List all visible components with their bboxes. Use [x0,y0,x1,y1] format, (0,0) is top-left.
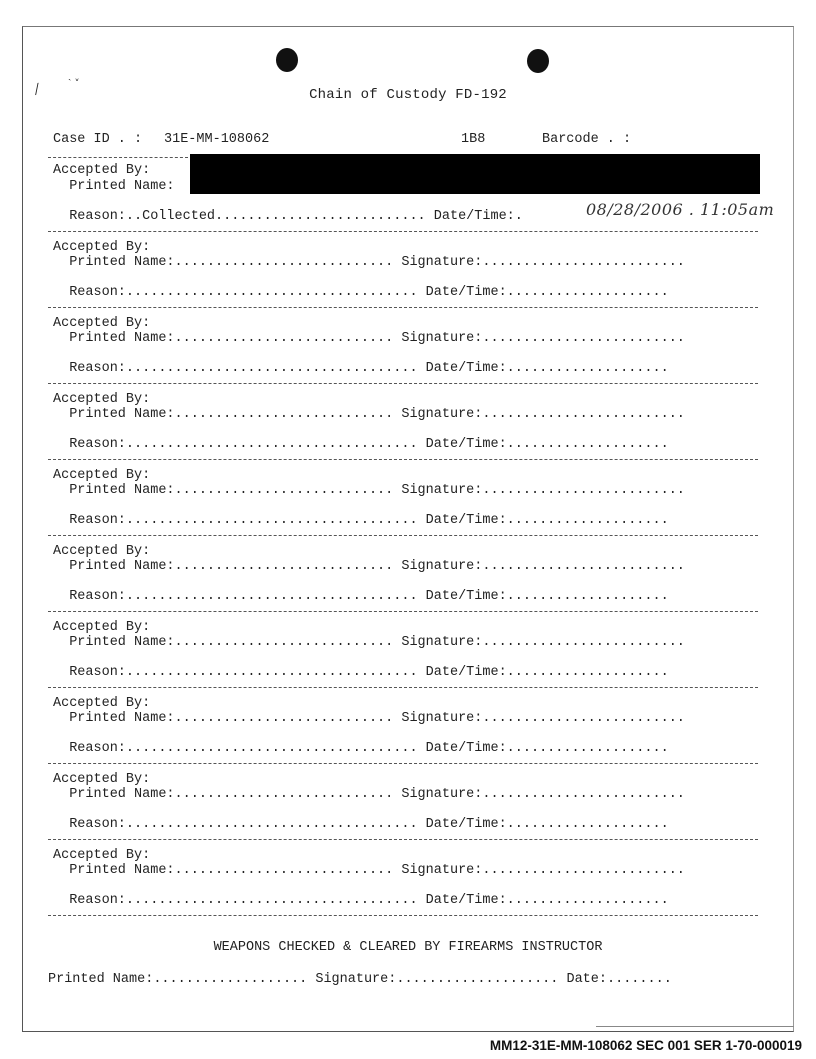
redaction-box [190,154,760,194]
accepted-by-label: Accepted By: [53,468,151,483]
divider [48,459,758,460]
reason-date-line: Reason:.................................... Date/Time:.................... [53,361,669,376]
stray-mark: ˏ ˬ [68,70,80,81]
reason-date-line: Reason:.................................... Date/Time:.................... [53,437,669,452]
accepted-by-label: Accepted By: [53,544,151,559]
divider [48,231,758,232]
accepted-by-label: Accepted By: [53,392,151,407]
printed-name-signature-line: Printed Name:........................... Signature:......................... [53,483,685,498]
reason-date-line: Reason:.................................... Date/Time:.................... [53,665,669,680]
printed-name-signature-line: Printed Name:........................... Signature:......................... [53,255,685,270]
printed-name-label: Printed Name: [53,179,175,194]
handwritten-date-time: 08/28/2006 . 11:05am [586,200,775,219]
weapons-signature-line: Printed Name:................... Signature:.................... Date:........ [48,972,672,987]
printed-name-signature-line: Printed Name:........................... Signature:......................... [53,863,685,878]
punch-hole [527,49,549,73]
divider [596,1026,794,1027]
divider [48,535,758,536]
divider [48,763,758,764]
document-serial-number: MM12-31E-MM-108062 SEC 001 SER 1-70-000019 [489,1038,802,1053]
printed-name-signature-line: Printed Name:........................... Signature:......................... [53,331,685,346]
accepted-by-label: Accepted By: [53,696,151,711]
accepted-by-label: Accepted By: [53,772,151,787]
divider [48,307,758,308]
form-title: Chain of Custody FD-192 [309,87,507,103]
reason-date-line: Reason:.................................... Date/Time:.................... [53,817,669,832]
divider [48,687,758,688]
printed-name-signature-line: Printed Name:........................... Signature:......................... [53,635,685,650]
reason-date-line: Reason:.................................... Date/Time:.................... [53,741,669,756]
barcode-label: Barcode . : [542,132,632,147]
stray-mark: ⁄ [33,82,42,98]
case-id-value: 31E-MM-108062 [164,132,270,147]
accepted-by-label: Accepted By: [53,163,151,178]
accepted-by-label: Accepted By: [53,316,151,331]
punch-hole [276,48,298,72]
divider [48,383,758,384]
case-id-label: Case ID . : [53,132,143,147]
reason-collected-line: Reason:..Collected.......................... Date/Time:. [53,209,523,224]
reason-date-line: Reason:.................................... Date/Time:.................... [53,513,669,528]
divider [48,839,758,840]
reason-date-line: Reason:.................................... Date/Time:.................... [53,893,669,908]
item-number: 1B8 [461,132,486,147]
reason-date-line: Reason:.................................... Date/Time:.................... [53,285,669,300]
printed-name-signature-line: Printed Name:........................... Signature:......................... [53,407,685,422]
printed-name-signature-line: Printed Name:........................... Signature:......................... [53,559,685,574]
weapons-heading: WEAPONS CHECKED & CLEARED BY FIREARMS INSTRUCTOR [213,940,603,955]
divider [48,915,758,916]
divider [48,611,758,612]
printed-name-signature-line: Printed Name:........................... Signature:......................... [53,711,685,726]
printed-name-signature-line: Printed Name:........................... Signature:......................... [53,787,685,802]
reason-date-line: Reason:.................................... Date/Time:.................... [53,589,669,604]
accepted-by-label: Accepted By: [53,620,151,635]
accepted-by-label: Accepted By: [53,848,151,863]
divider [48,157,188,158]
accepted-by-label: Accepted By: [53,240,151,255]
